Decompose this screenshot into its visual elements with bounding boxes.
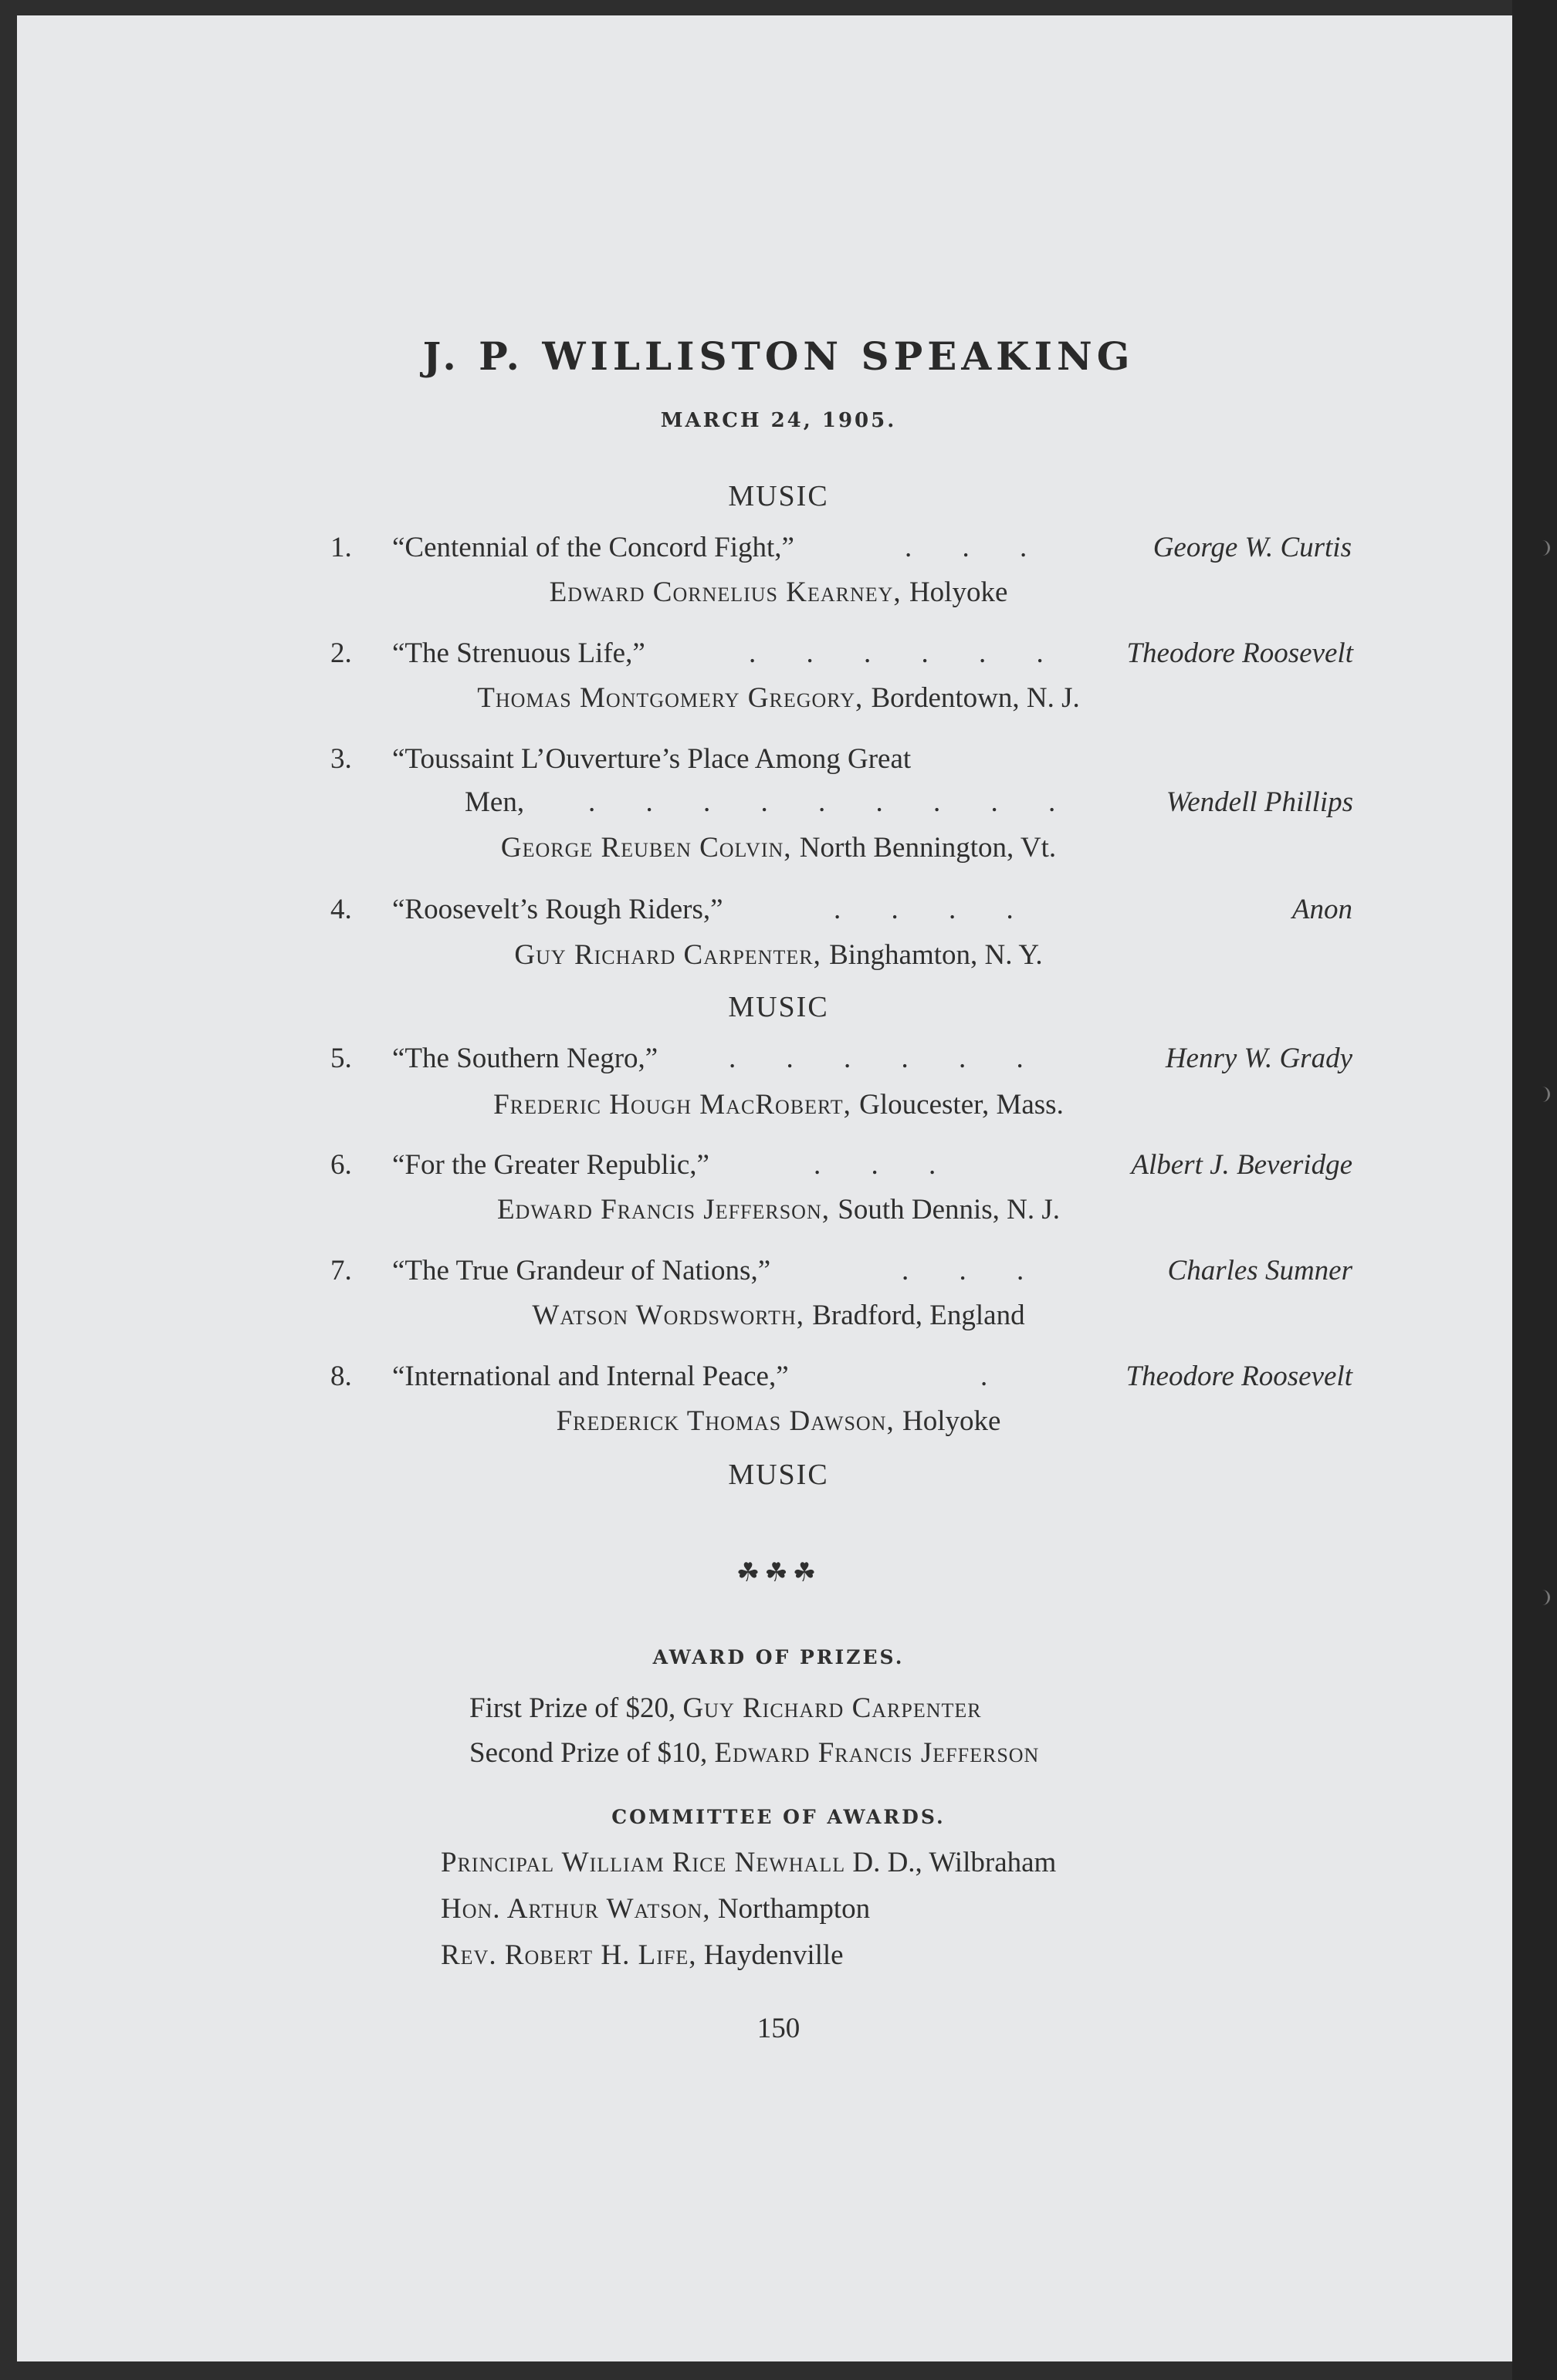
second-prize-winner: Edward Francis Jefferson	[714, 1737, 1040, 1769]
program-item-number: 7.	[330, 1255, 352, 1286]
ornament-divider: ☘☘☘	[736, 1559, 821, 1587]
committee-member-name: Rev. Robert H. Life,	[441, 1939, 697, 1971]
speaker-place: Gloucester, Mass.	[859, 1089, 1064, 1121]
second-prize-label: Second Prize of $10,	[469, 1737, 708, 1769]
leader-dots: . . . .	[834, 894, 1035, 925]
leader-dots: . . . . . . . . .	[588, 786, 1078, 818]
program-item-speaker	[0, 681, 1557, 715]
program-item-speaker	[0, 1299, 1557, 1332]
leader-dots: . . .	[902, 1255, 1046, 1286]
speaker-name: Thomas Montgomery Gregory,	[477, 682, 864, 714]
program-item-title-continued: Men,	[465, 786, 525, 818]
program-item-number: 2.	[330, 637, 352, 669]
program-item-number: 5.	[330, 1043, 352, 1074]
program-item-title: “The Southern Negro,”	[392, 1043, 658, 1074]
speaker-place: Bradford, England	[812, 1300, 1025, 1331]
program-item-title: “The Strenuous Life,”	[392, 637, 645, 669]
program-item-author: Charles Sumner	[1167, 1255, 1352, 1286]
committee-member	[441, 1846, 1056, 1879]
program-item-speaker	[0, 831, 1557, 864]
leader-dots: . . . . . .	[729, 1043, 1045, 1074]
speaker-name: Frederic Hough MacRobert,	[493, 1089, 851, 1121]
program-item-title: “Toussaint L’Ouverture’s Place Among Great	[392, 743, 912, 775]
page-number: 150	[756, 2013, 801, 2044]
program-item-author: Theodore Roosevelt	[1126, 637, 1353, 669]
program-item-author: Theodore Roosevelt	[1125, 1361, 1352, 1392]
speaker-place: Holyoke	[902, 1405, 1001, 1437]
leader-dots: .	[980, 1361, 1010, 1392]
page-title: J. P. WILLISTON SPEAKING	[422, 333, 1135, 379]
speaker-name: Frederick Thomas Dawson,	[556, 1405, 895, 1437]
program-item-number: 4.	[330, 894, 352, 925]
second-prize	[469, 1736, 1039, 1770]
committee-member-detail: D. D., Wilbraham	[852, 1847, 1057, 1878]
program-item-author: Albert J. Beveridge	[1131, 1149, 1352, 1181]
program-item-number: 6.	[330, 1149, 352, 1181]
program-item-title: “Centennial of the Concord Fight,”	[392, 532, 794, 563]
first-prize	[469, 1692, 982, 1725]
speaker-name: Watson Wordsworth,	[532, 1300, 804, 1331]
speaker-place: Bordentown, N. J.	[871, 682, 1080, 714]
program-item-speaker	[0, 576, 1557, 609]
program-item-speaker	[0, 1405, 1557, 1438]
program-item-author: Wendell Phillips	[1166, 786, 1353, 818]
program-item-title: “The True Grandeur of Nations,”	[392, 1255, 771, 1286]
program-item-number: 8.	[330, 1361, 352, 1392]
program-item-speaker	[0, 938, 1557, 972]
program-item-title: “For the Greater Republic,”	[392, 1149, 709, 1181]
program-item-author: Anon	[1291, 894, 1352, 925]
speaker-name: Edward Francis Jefferson,	[496, 1194, 830, 1225]
music-interlude: MUSIC	[728, 1459, 829, 1491]
program-item-number: 3.	[330, 743, 352, 775]
program-item-number: 1.	[330, 532, 352, 563]
first-prize-winner: Guy Richard Carpenter	[682, 1692, 982, 1724]
committee-heading: COMMITTEE OF AWARDS.	[611, 1806, 946, 1828]
awards-heading: AWARD OF PRIZES.	[652, 1646, 905, 1668]
program-item-title: “International and Internal Peace,”	[392, 1361, 789, 1392]
committee-member-detail: Northampton	[717, 1893, 871, 1925]
speaker-place: North Bennington, Vt.	[799, 832, 1057, 864]
program-item-speaker	[0, 1088, 1557, 1121]
leader-dots: . . . . . .	[749, 637, 1065, 669]
speaker-place: South Dennis, N. J.	[838, 1194, 1061, 1225]
committee-member	[441, 1939, 844, 1972]
speaker-name: Guy Richard Carpenter,	[514, 939, 821, 971]
first-prize-label: First Prize of $20,	[469, 1692, 676, 1724]
program-item-speaker	[0, 1193, 1557, 1226]
committee-member-name: Principal William Rice Newhall	[441, 1847, 846, 1878]
program-item-title: “Roosevelt’s Rough Riders,”	[392, 894, 723, 925]
committee-member	[441, 1892, 870, 1925]
program-item-author: George W. Curtis	[1153, 532, 1352, 563]
speaker-name: George Reuben Colvin,	[500, 832, 792, 864]
music-interlude: MUSIC	[728, 480, 829, 512]
event-date: MARCH 24, 1905.	[660, 409, 897, 432]
program-item-author: Henry W. Grady	[1165, 1043, 1352, 1074]
committee-member-name: Hon. Arthur Watson,	[441, 1893, 711, 1925]
leader-dots: . . .	[814, 1149, 958, 1181]
music-interlude: MUSIC	[728, 991, 829, 1023]
speaker-place: Holyoke	[909, 576, 1008, 608]
leader-dots: . . .	[905, 532, 1049, 563]
committee-member-detail: Haydenville	[703, 1939, 844, 1971]
speaker-name: Edward Cornelius Kearney,	[549, 576, 902, 608]
speaker-place: Binghamton, N. Y.	[829, 939, 1043, 971]
